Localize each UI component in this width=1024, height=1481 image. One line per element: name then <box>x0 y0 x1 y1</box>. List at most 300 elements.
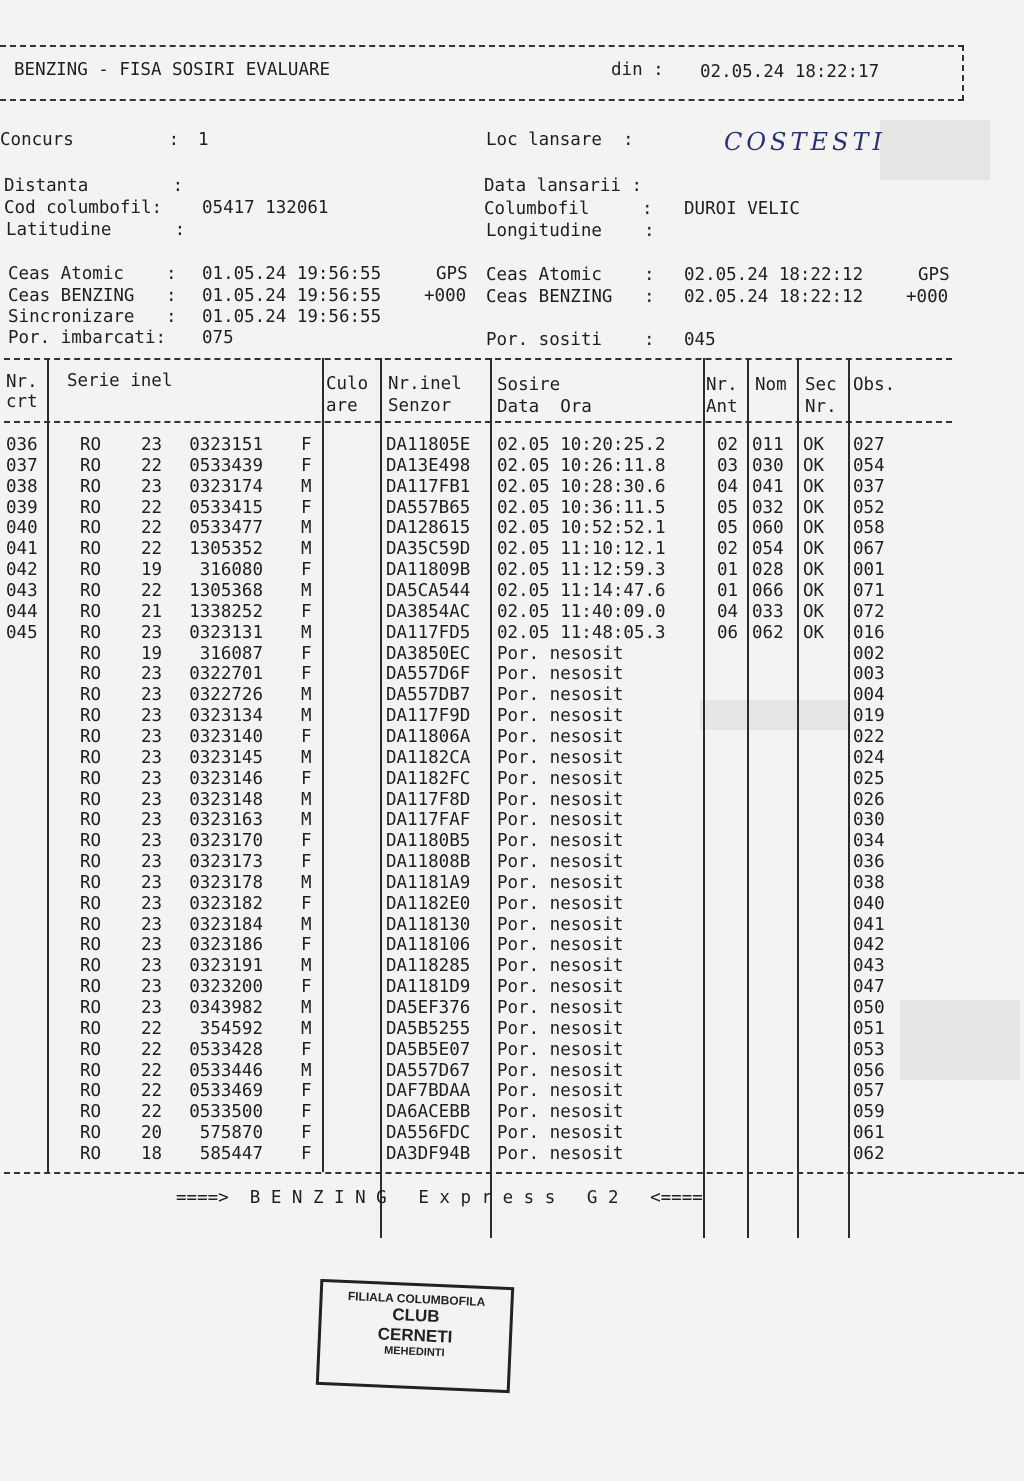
row-nr: 040 <box>6 518 38 539</box>
row-tara: RO <box>80 893 102 914</box>
row-inel: 0322701 <box>189 664 263 685</box>
row-senzor: DA117F8D <box>386 789 471 810</box>
row-senzor: DA117FD5 <box>386 622 471 643</box>
row-tara: RO <box>80 581 102 601</box>
row-inel: 0323146 <box>189 768 263 789</box>
row-inel: 0533428 <box>189 1039 263 1060</box>
row-sex: M <box>301 998 312 1018</box>
row-senzor: DA6ACEBB <box>386 1102 471 1123</box>
row-inel: 0323145 <box>189 747 263 768</box>
row-tara: RO <box>80 789 102 810</box>
row-obs: 072 <box>853 601 885 622</box>
row-nom: 066 <box>752 581 784 601</box>
row-sex: F <box>301 893 312 914</box>
row-sex: M <box>301 476 312 497</box>
row-nr: 045 <box>6 622 38 643</box>
row-senzor: DA1182CA <box>386 747 471 768</box>
row-an: 22 <box>141 518 163 539</box>
info-concurs-label: Concurs : <box>0 130 180 150</box>
row-senzor: DA118106 <box>386 935 471 956</box>
row-sex: M <box>301 685 312 706</box>
row-an: 22 <box>141 1018 163 1039</box>
row-sosire: 02.05 10:52:52.1 <box>497 518 666 539</box>
row-sex: F <box>301 1143 312 1164</box>
row-sex: M <box>301 747 312 768</box>
row-sex: F <box>301 497 312 518</box>
row-nom: 060 <box>752 518 784 539</box>
header-datetime: 02.05.24 18:22:17 <box>700 62 880 82</box>
row-obs: 052 <box>853 497 885 518</box>
row-an: 20 <box>141 1123 163 1144</box>
info-columbofil-label: Columbofil : <box>484 199 653 219</box>
row-tara: RO <box>80 977 102 998</box>
row-tara: RO <box>80 435 102 455</box>
row-senzor: DA11806A <box>386 726 471 747</box>
row-sosire: Por. nesosit <box>497 747 624 768</box>
row-tara: RO <box>80 622 102 643</box>
clock-atomic-start-value: 01.05.24 19:56:55 <box>202 264 382 284</box>
row-sex: M <box>301 706 312 726</box>
document-title: BENZING - FISA SOSIRI EVALUARE <box>14 60 331 80</box>
row-sex: M <box>301 914 312 935</box>
row-sex: F <box>301 1102 312 1123</box>
row-sosire: 02.05 10:26:11.8 <box>497 455 666 476</box>
row-senzor: DA5B5255 <box>386 1018 471 1039</box>
row-inel: 0323173 <box>189 852 263 872</box>
row-obs: 024 <box>853 747 885 768</box>
row-sex: M <box>301 581 312 601</box>
row-sosire: 02.05 11:12:59.3 <box>497 560 666 581</box>
th-nrinel-1: Nr.inel <box>388 374 462 394</box>
row-sex: F <box>301 643 312 664</box>
row-inel: 0323170 <box>189 831 263 852</box>
row-an: 22 <box>141 455 163 476</box>
row-inel: 0323131 <box>189 622 263 643</box>
por-imbarcati-label: Por. imbarcati: <box>8 328 167 348</box>
row-nom: 032 <box>752 497 784 518</box>
row-inel: 0323200 <box>189 977 263 998</box>
row-ant: 04 <box>717 476 739 497</box>
row-sosire: 02.05 11:10:12.1 <box>497 539 666 560</box>
row-sec: OK <box>803 497 825 518</box>
footer-brand: ====> B E N Z I N G E x p r e s s G 2 <==== <box>176 1188 703 1208</box>
row-inel: 1305368 <box>189 581 263 601</box>
col-divider <box>797 358 799 1238</box>
row-nr: 043 <box>6 581 38 601</box>
row-obs: 027 <box>853 435 885 455</box>
clock-atomic-start-suffix: GPS <box>436 264 468 284</box>
club-stamp <box>316 1279 514 1393</box>
row-inel: 0533477 <box>189 518 263 539</box>
row-tara: RO <box>80 685 102 706</box>
row-nom: 062 <box>752 622 784 643</box>
row-ant: 05 <box>717 518 739 539</box>
row-tara: RO <box>80 643 102 664</box>
clock-benzing-start-value: 01.05.24 19:56:55 <box>202 286 382 306</box>
row-tara: RO <box>80 1102 102 1123</box>
row-an: 23 <box>141 998 163 1018</box>
info-cod-value: 05417 132061 <box>202 198 329 218</box>
row-senzor: DA1181A9 <box>386 872 471 893</box>
row-sosire: Por. nesosit <box>497 1060 624 1081</box>
row-obs: 003 <box>853 664 885 685</box>
row-inel: 0323148 <box>189 789 263 810</box>
row-sosire: Por. nesosit <box>497 977 624 998</box>
row-sosire: Por. nesosit <box>497 935 624 956</box>
row-senzor: DA1182FC <box>386 768 471 789</box>
row-sex: M <box>301 789 312 810</box>
row-sosire: 02.05 11:48:05.3 <box>497 622 666 643</box>
row-senzor: DA11805E <box>386 435 471 455</box>
row-inel: 575870 <box>199 1123 263 1144</box>
row-nr: 038 <box>6 476 38 497</box>
row-inel: 0533439 <box>189 455 263 476</box>
row-tara: RO <box>80 1081 102 1102</box>
row-obs: 002 <box>853 643 885 664</box>
th-culoare-2: are <box>326 396 358 416</box>
row-sex: F <box>301 601 312 622</box>
scan-smudge <box>900 1000 1020 1080</box>
row-tara: RO <box>80 726 102 747</box>
row-tara: RO <box>80 956 102 977</box>
row-sosire: Por. nesosit <box>497 998 624 1018</box>
row-tara: RO <box>80 706 102 726</box>
scan-smudge <box>880 120 990 180</box>
row-inel: 0323184 <box>189 914 263 935</box>
row-sosire: 02.05 11:14:47.6 <box>497 581 666 601</box>
clock-benzing-start-suffix: +000 <box>424 286 467 306</box>
row-nom: 028 <box>752 560 784 581</box>
row-obs: 062 <box>853 1143 885 1164</box>
row-inel: 0533415 <box>189 497 263 518</box>
row-senzor: DA118285 <box>386 956 471 977</box>
table-header-rule <box>4 421 952 423</box>
stamp-line-2: CLUB <box>391 1304 440 1327</box>
row-tara: RO <box>80 935 102 956</box>
row-sosire: Por. nesosit <box>497 831 624 852</box>
row-an: 23 <box>141 977 163 998</box>
th-sec-2: Nr. <box>805 397 837 417</box>
row-obs: 071 <box>853 581 885 601</box>
stamp-line-1: FILIALA COLUMBOFILA <box>347 1289 486 1310</box>
row-senzor: DA1180B5 <box>386 831 471 852</box>
row-nom: 054 <box>752 539 784 560</box>
row-an: 22 <box>141 1060 163 1081</box>
row-sosire: Por. nesosit <box>497 810 624 831</box>
row-sosire: Por. nesosit <box>497 1102 624 1123</box>
info-loc-value: COSTESTI <box>724 128 886 156</box>
row-sosire: Por. nesosit <box>497 956 624 977</box>
row-tara: RO <box>80 914 102 935</box>
row-sosire: Por. nesosit <box>497 768 624 789</box>
row-sosire: 02.05 10:36:11.5 <box>497 497 666 518</box>
row-inel: 0322726 <box>189 685 263 706</box>
clock-atomic-end-value: 02.05.24 18:22:12 <box>684 265 864 285</box>
row-sex: M <box>301 956 312 977</box>
row-an: 23 <box>141 726 163 747</box>
info-data-lansarii-label: Data lansarii : <box>484 176 643 196</box>
row-obs: 016 <box>853 622 885 643</box>
row-senzor: DA128615 <box>386 518 471 539</box>
row-obs: 042 <box>853 935 885 956</box>
row-inel: 316087 <box>199 643 263 664</box>
row-sosire: Por. nesosit <box>497 1018 624 1039</box>
row-inel: 1338252 <box>189 601 263 622</box>
row-sex: F <box>301 726 312 747</box>
th-sosire-2: Data Ora <box>497 397 592 417</box>
row-nr: 041 <box>6 539 38 560</box>
row-senzor: DA557B65 <box>386 497 471 518</box>
row-an: 18 <box>141 1143 163 1164</box>
row-obs: 004 <box>853 685 885 706</box>
row-an: 22 <box>141 1081 163 1102</box>
row-tara: RO <box>80 1143 102 1164</box>
row-senzor: DA1182E0 <box>386 893 471 914</box>
col-divider <box>47 358 49 1172</box>
row-obs: 059 <box>853 1102 885 1123</box>
row-tara: RO <box>80 768 102 789</box>
row-an: 23 <box>141 893 163 914</box>
row-inel: 0323182 <box>189 893 263 914</box>
row-obs: 053 <box>853 1039 885 1060</box>
row-sex: F <box>301 1123 312 1144</box>
row-senzor: DA117FAF <box>386 810 471 831</box>
row-inel: 0323191 <box>189 956 263 977</box>
row-tara: RO <box>80 497 102 518</box>
row-sex: M <box>301 1018 312 1039</box>
row-sec: OK <box>803 476 825 497</box>
row-sex: F <box>301 852 312 872</box>
row-an: 23 <box>141 664 163 685</box>
th-ant-1: Nr. <box>706 375 738 395</box>
row-tara: RO <box>80 601 102 622</box>
row-obs: 040 <box>853 893 885 914</box>
row-nom: 033 <box>752 601 784 622</box>
info-latitudine-label: Latitudine : <box>6 220 186 240</box>
row-an: 23 <box>141 914 163 935</box>
row-obs: 037 <box>853 476 885 497</box>
clock-benzing-end-suffix: +000 <box>906 287 949 307</box>
th-sosire-1: Sosire <box>497 375 561 395</box>
row-sex: M <box>301 810 312 831</box>
row-obs: 036 <box>853 852 885 872</box>
row-ant: 02 <box>717 435 739 455</box>
row-sex: F <box>301 831 312 852</box>
row-sex: F <box>301 435 312 455</box>
th-crt: crt <box>6 392 38 412</box>
row-senzor: DA117F9D <box>386 706 471 726</box>
row-inel: 0533469 <box>189 1081 263 1102</box>
row-ant: 01 <box>717 560 739 581</box>
row-sosire: Por. nesosit <box>497 1123 624 1144</box>
row-senzor: DA118130 <box>386 914 471 935</box>
row-tara: RO <box>80 747 102 768</box>
row-tara: RO <box>80 518 102 539</box>
clock-atomic-start-label: Ceas Atomic : <box>8 264 177 284</box>
table-top-rule <box>4 358 952 360</box>
row-obs: 030 <box>853 810 885 831</box>
th-nom: Nom <box>755 375 787 395</box>
col-divider <box>848 358 850 1238</box>
row-sosire: Por. nesosit <box>497 789 624 810</box>
row-tara: RO <box>80 455 102 476</box>
row-sec: OK <box>803 518 825 539</box>
row-nr: 039 <box>6 497 38 518</box>
row-inel: 0323186 <box>189 935 263 956</box>
row-nom: 041 <box>752 476 784 497</box>
row-sex: F <box>301 977 312 998</box>
row-sex: M <box>301 539 312 560</box>
por-sositi-value: 045 <box>684 330 716 350</box>
row-tara: RO <box>80 831 102 852</box>
header-din-label: din : <box>611 60 664 80</box>
clock-benzing-end-label: Ceas BENZING : <box>486 287 655 307</box>
row-obs: 057 <box>853 1081 885 1102</box>
row-sex: F <box>301 560 312 581</box>
row-senzor: DAF7BDAA <box>386 1081 471 1102</box>
row-sex: F <box>301 768 312 789</box>
row-obs: 058 <box>853 518 885 539</box>
row-sosire: Por. nesosit <box>497 1039 624 1060</box>
row-obs: 047 <box>853 977 885 998</box>
table-bottom-rule <box>4 1172 1024 1174</box>
row-obs: 050 <box>853 998 885 1018</box>
row-tara: RO <box>80 852 102 872</box>
row-sex: M <box>301 1060 312 1081</box>
th-obs: Obs. <box>853 375 896 395</box>
row-sec: OK <box>803 601 825 622</box>
row-an: 22 <box>141 1039 163 1060</box>
row-sosire: Por. nesosit <box>497 685 624 706</box>
th-serie-inel: Serie inel <box>67 371 173 391</box>
row-senzor: DA557DB7 <box>386 685 471 706</box>
row-inel: 0323134 <box>189 706 263 726</box>
row-obs: 061 <box>853 1123 885 1144</box>
row-sex: M <box>301 622 312 643</box>
row-nr: 042 <box>6 560 38 581</box>
row-an: 22 <box>141 1102 163 1123</box>
clock-sync-label: Sincronizare : <box>8 307 177 327</box>
row-nr: 037 <box>6 455 38 476</box>
row-sosire: Por. nesosit <box>497 872 624 893</box>
row-sosire: Por. nesosit <box>497 643 624 664</box>
por-sositi-label: Por. sositi : <box>486 330 655 350</box>
row-sosire: Por. nesosit <box>497 1143 624 1164</box>
stamp-line-4: MEHEDINTI <box>383 1344 445 1360</box>
row-sec: OK <box>803 539 825 560</box>
clock-atomic-end-suffix: GPS <box>918 265 950 285</box>
row-tara: RO <box>80 872 102 893</box>
row-obs: 022 <box>853 726 885 747</box>
row-sosire: Por. nesosit <box>497 706 624 726</box>
row-an: 19 <box>141 643 163 664</box>
row-nom: 011 <box>752 435 784 455</box>
row-inel: 0323174 <box>189 476 263 497</box>
row-an: 23 <box>141 747 163 768</box>
row-obs: 041 <box>853 914 885 935</box>
row-senzor: DA11809B <box>386 560 471 581</box>
col-divider <box>747 358 749 1238</box>
row-inel: 316080 <box>199 560 263 581</box>
row-obs: 043 <box>853 956 885 977</box>
row-an: 23 <box>141 872 163 893</box>
row-ant: 06 <box>717 622 739 643</box>
info-loc-label: Loc lansare : <box>486 130 634 150</box>
row-inel: 0323163 <box>189 810 263 831</box>
info-longitudine-label: Longitudine : <box>486 221 655 241</box>
row-inel: 0533500 <box>189 1102 263 1123</box>
row-inel: 1305352 <box>189 539 263 560</box>
row-obs: 026 <box>853 789 885 810</box>
row-senzor: DA556FDC <box>386 1123 471 1144</box>
row-senzor: DA557D6F <box>386 664 471 685</box>
row-inel: 0323140 <box>189 726 263 747</box>
row-sec: OK <box>803 622 825 643</box>
row-sosire: Por. nesosit <box>497 726 624 747</box>
row-sex: F <box>301 935 312 956</box>
row-inel: 0343982 <box>189 998 263 1018</box>
row-sec: OK <box>803 435 825 455</box>
row-an: 19 <box>141 560 163 581</box>
row-an: 22 <box>141 539 163 560</box>
row-senzor: DA3854AC <box>386 601 471 622</box>
row-an: 23 <box>141 768 163 789</box>
row-sex: F <box>301 1081 312 1102</box>
row-senzor: DA35C59D <box>386 539 471 560</box>
col-divider <box>490 358 492 1238</box>
row-sosire: Por. nesosit <box>497 852 624 872</box>
info-distanta-label: Distanta : <box>4 176 184 196</box>
row-sex: F <box>301 1039 312 1060</box>
row-an: 23 <box>141 435 163 455</box>
row-obs: 001 <box>853 560 885 581</box>
col-divider <box>380 358 382 1238</box>
row-inel: 354592 <box>199 1018 263 1039</box>
row-senzor: DA1181D9 <box>386 977 471 998</box>
row-an: 23 <box>141 831 163 852</box>
row-inel: 0323178 <box>189 872 263 893</box>
row-senzor: DA5B5E07 <box>386 1039 471 1060</box>
row-obs: 067 <box>853 539 885 560</box>
row-tara: RO <box>80 664 102 685</box>
clock-benzing-start-label: Ceas BENZING : <box>8 286 177 306</box>
row-obs: 038 <box>853 872 885 893</box>
row-senzor: DA11808B <box>386 852 471 872</box>
row-an: 23 <box>141 685 163 706</box>
row-inel: 585447 <box>199 1143 263 1164</box>
row-sec: OK <box>803 560 825 581</box>
stamp-line-3: CERNETI <box>377 1324 453 1347</box>
por-imbarcati-value: 075 <box>202 328 234 348</box>
row-tara: RO <box>80 476 102 497</box>
col-divider <box>322 358 324 1172</box>
row-sex: F <box>301 664 312 685</box>
row-senzor: DA13E498 <box>386 455 471 476</box>
row-ant: 01 <box>717 581 739 601</box>
row-nr: 044 <box>6 601 38 622</box>
row-senzor: DA117FB1 <box>386 476 471 497</box>
row-sec: OK <box>803 581 825 601</box>
row-tara: RO <box>80 560 102 581</box>
th-ant-2: Ant <box>706 397 738 417</box>
row-tara: RO <box>80 998 102 1018</box>
col-divider <box>703 358 705 1238</box>
row-sosire: Por. nesosit <box>497 893 624 914</box>
scan-smudge <box>700 700 850 730</box>
row-senzor: DA3850EC <box>386 643 471 664</box>
th-nr: Nr. <box>6 372 38 392</box>
row-ant: 03 <box>717 455 739 476</box>
